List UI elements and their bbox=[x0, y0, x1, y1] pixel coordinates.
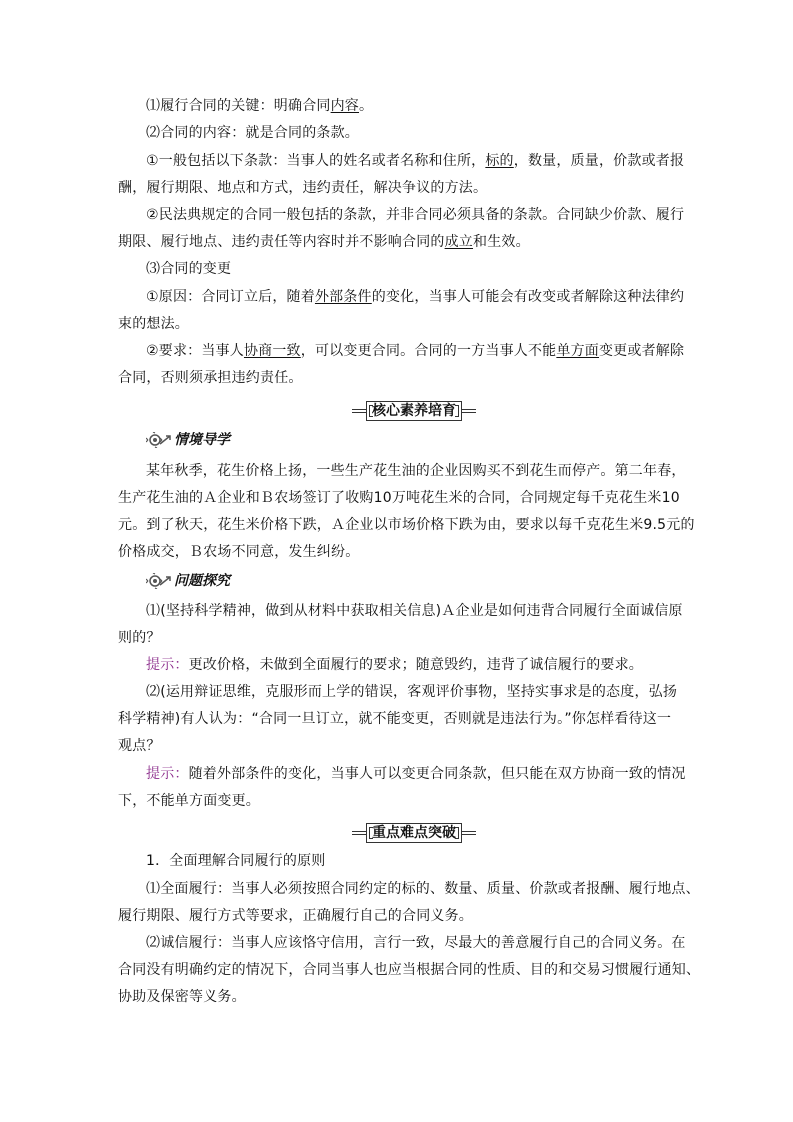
case-line-2: 生产花生油的Ａ企业和Ｂ农场签订了收购10万吨花生米的合同，合同规定每千克花生米10 bbox=[118, 490, 680, 506]
principle-2-line-2: 合同没有明确约定的情况下，合同当事人也应当根据合同的性质、目的和交易习惯履行通知、 bbox=[118, 962, 701, 978]
principle-2-line-3: 协助及保密等义务。 bbox=[118, 989, 246, 1005]
answer-2-line-1: 提示：随着外部条件的变化，当事人可以变更合同条款，但只能在双方协商一致的情况 bbox=[146, 766, 686, 782]
question-1-line-2: 则的？ bbox=[118, 630, 161, 646]
clause-3-item-2-line-1: ②要求：当事人协商一致，可以变更合同。合同的一方当事人不能单方面变更或者解除 bbox=[146, 343, 685, 359]
clause-3-item-2-line-2: 合同，否则须承担违约责任。 bbox=[118, 370, 303, 386]
clause-2-item-2-line-2: 期限、履行地点、违约责任等内容时并不影响合同的成立和生效。 bbox=[118, 234, 530, 250]
case-line-3: 元。到了秋天，花生米价格下跌，Ａ企业以市场价格下跌为由，要求以每千克花生米9.5元的 bbox=[118, 517, 695, 533]
question-2-line-1: ⑵(运用辩证思维，克服形而上学的错误，客观评价事物，坚持实事求是的态度，弘扬 bbox=[146, 684, 678, 700]
banner-title: 核心素养培育 bbox=[366, 401, 462, 421]
section-1-heading: 1．全面理解合同履行的原则 bbox=[146, 853, 326, 869]
clause-2-item-2-line-1: ②民法典规定的合同一般包括的条款，并非合同必须具备的条款。合同缺少价款、履行 bbox=[146, 207, 685, 223]
question-1-line-1: ⑴(坚持科学精神，做到从材料中获取相关信息)Ａ企业是如何违背合同履行全面诚信原 bbox=[146, 603, 683, 619]
principle-1-line-1: ⑴全面履行：当事人必须按照合同约定的标的、数量、质量、价款或者报酬、履行地点、 bbox=[146, 881, 700, 897]
answer-1: 提示：更改价格，未做到全面履行的要求；随意毁约，违背了诚信履行的要求。 bbox=[146, 657, 644, 673]
gear-arrow-icon bbox=[146, 573, 172, 589]
banner-title: 重点难点突破 bbox=[366, 823, 462, 843]
question-2-line-3: 观点？ bbox=[118, 738, 161, 754]
clause-3: ⑶合同的变更 bbox=[146, 261, 232, 277]
section-banner-core bbox=[352, 401, 476, 419]
clause-2-item-1-line-2: 酬，履行期限、地点和方式，违约责任，解决争议的方法。 bbox=[118, 180, 488, 196]
case-line-1: 某年秋季，花生价格上扬，一些生产花生油的企业因购买不到花生而停产。第二年春， bbox=[146, 463, 686, 479]
hint-label: 提示： bbox=[146, 766, 189, 782]
underlined-term: 内容 bbox=[330, 98, 360, 114]
clause-3-item-1-line-2: 束的想法。 bbox=[118, 316, 189, 332]
underlined-term: 标的 bbox=[485, 153, 514, 169]
underlined-term: 成立 bbox=[444, 234, 474, 250]
hint-label: 提示： bbox=[146, 657, 189, 673]
subheading-scenario: 情境导学 bbox=[146, 430, 266, 450]
principle-2-line-1: ⑵诚信履行：当事人应该恪守信用，言行一致，尽最大的善意履行自己的合同义务。在 bbox=[146, 935, 686, 951]
question-2-line-2: 科学精神)有人认为：“合同一旦订立，就不能变更，否则就是违法行为。”你怎样看待这一 bbox=[118, 711, 672, 727]
case-line-4: 价格成交，Ｂ农场不同意，发生纠纷。 bbox=[118, 544, 360, 560]
clause-3-item-1-line-1: ①原因：合同订立后，随着外部条件的变化，当事人可能会有改变或者解除这种法律约 bbox=[146, 289, 685, 305]
underlined-term: 外部条件 bbox=[314, 289, 372, 305]
clause-2-item-1-line-1: ①一般包括以下条款：当事人的姓名或者名称和住所，标的，数量，质量，价款或者报 bbox=[146, 153, 685, 169]
subheading-inquiry: 问题探究 bbox=[146, 571, 266, 591]
principle-1-line-2: 履行期限、履行方式等要求，正确履行自己的合同义务。 bbox=[118, 908, 473, 924]
underlined-term: 协商一致 bbox=[243, 343, 301, 359]
section-banner-key-points bbox=[352, 823, 476, 841]
gear-arrow-icon bbox=[146, 432, 172, 448]
underlined-term: 单方面 bbox=[556, 343, 599, 359]
clause-2: ⑵合同的内容：就是合同的条款。 bbox=[146, 125, 359, 141]
answer-2-line-2: 下，不能单方面变更。 bbox=[118, 793, 260, 809]
clause-1: ⑴履行合同的关键：明确合同内容。 bbox=[146, 98, 374, 114]
